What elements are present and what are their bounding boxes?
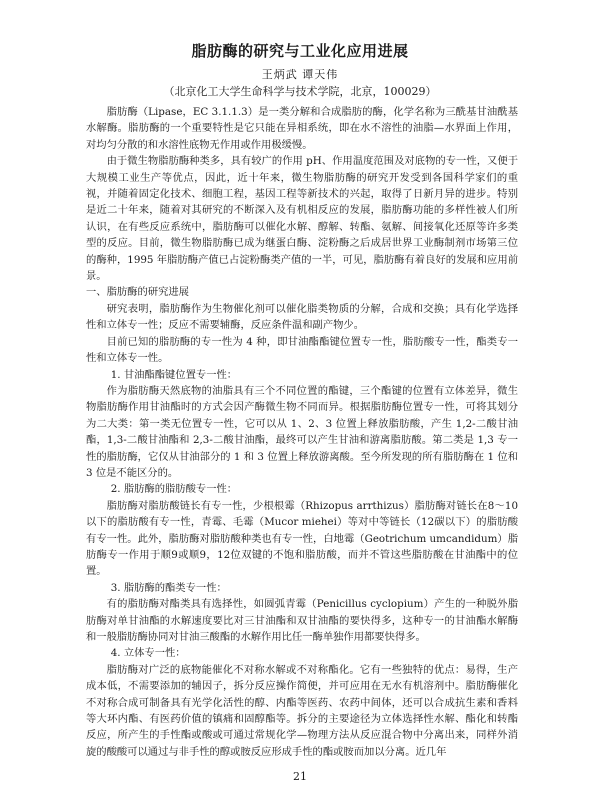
page-number: 21 [293,770,307,783]
paragraph-background: 由于微生物脂肪酶种类多，具有较广的作用 pH、作用温度范围及对底物的专一性，又便于大规模工业生产等优点，因此，近十年来，微生物脂肪酶的研究开发受到各国科学家们的重视，并随着固定化技术、细胞工程，基因工程等新技术的兴起，取得了日新月异的进步。特别是近二十年来，随着对其研究的不断深入及有机相反应的发展，脂肪酶功能的多样性被人们所认识，在有些反应系统中，脂肪酶可以催化水解、醇解、转酯、氨解、间接氧化还原等许多类型的反应。目前，微生物脂肪酶已成为继蛋白酶、淀粉酶之后成居世界工业酶制剂市场第三位的酶种，1995 年脂肪酶产值已占淀粉酶类产值的一半，可见，脂肪酶有着良好的发展和应用前景。 [86,155,518,283]
paragraph-intro: 脂肪酶（Lipase，EC 3.1.1.3）是一类分解和合成脂肪的酶，化学名称为三酰基甘油酰基水解酶。脂肪酶的一个重要特性是它只能在异相系统，即在水不溶性的油脂—水界面上作用，对均匀分散的和水溶性底物无作用或作用极缓慢。 [86,106,518,151]
subsection-text-1: 作为脂肪酶天然底物的油脂具有三个不同位置的酯键，三个酯键的位置有立体差异，微生物脂肪酶作用甘油酯时的方式会因产酶微生物不同而异。根据脂肪酶位置专一性，可将其划分为二大类：第一类无位置专一性，它可以从 1、2、3 位置上释放脂肪酸，产生 1,2-二酸甘油酯，1,3-二酸甘油酯和 2,3-二酸甘油酯，最终可以产生甘油和游离脂肪酸。第二类是 1,3 专一性的脂肪酶，它仅从甘油部分的 1 和 3 位置上释放游离酸。至今所发现的所有脂肪酶在 1 位和 3 位是不能区分的。 [86,384,518,479]
subsection-heading-3: 3. 脂肪酶的酯类专一性： [110,581,227,594]
subsection-text-2: 脂肪酶对脂肪酸链长有专一性，少根根霉（Rhizopus arrthizus）脂肪酶对链长在8～10以下的脂肪酸有专一性，青霉、毛霉（Mucor miehei）等对中等链长（12碳以下）的脂肪酸有专一性。此外，脂肪酶对脂肪酸种类也有专一性，白地霉（Geotrichum umcandidum）脂肪酶专一作用于顺9或顺9，12位双键的不饱和脂肪酸，而并不管这些脂肪酸在甘油酯中的位置。 [86,499,518,578]
paragraph-research: 研究表明，脂肪酶作为生物催化剂可以催化脂类物质的分解，合成和交换；具有化学选择性和立体专一性；反应不需要辅酶，反应条件温和副产物少。 [86,302,518,332]
article-affiliation: （北京化工大学生命科学与技术学院，北京，100029） [163,85,437,98]
paragraph-specificity: 目前已知的脂肪酶的专一性为 4 种，即甘油酯酯键位置专一性，脂肪酸专一性，酯类专一性和立体专一性。 [86,335,518,365]
subsection-heading-4: 4. 立体专一性： [110,647,186,660]
article-authors: 王炳武 谭天伟 [261,68,339,81]
subsection-heading-1: 1. 甘油酯酯键位置专一性： [110,368,238,381]
article-body [86,104,518,760]
subsection-text-3: 有的脂肪酶对酯类具有选择性，如圆弧青霉（Penicillus cyclopium）产生的一种脱外脂肪酶对单甘油酯的水解速度要比对三甘油酯和双甘油酯的要快得多，这种专一的甘油酯水解酶和一般脂肪酶协同对甘油三酸酯的水解作用比任一酶单独作用都要快得多。 [86,598,518,643]
section-heading: 一、脂肪酶的研究进展 [86,286,189,299]
subsection-heading-2: 2. 脂肪酶的脂肪酸专一性： [110,483,238,496]
article-title: 脂肪酶的研究与工业化应用进展 [191,42,409,60]
subsection-text-4: 脂肪酶对广泛的底物能催化不对称水解或不对称酯化。它有一些独特的优点：易得，生产成本低，不需要添加的辅因子，拆分反应操作简便，并可应用在无水有机溶剂中。脂肪酶催化不对称合成可制备具有光学化活性的醇、内酯等医药、农药中间体，还可以合成抗生素和香料等大环内酯、有医药价值的镇痛和固醇酯等。拆分的主要途径为立体选择性水解、酯化和转酯反应，所产生的手性酯或酸或可通过常规化学—物理方法从反应混合物中分离出来，同样外消旋的酸酸可以通过与非手性的醇或胺反应形成手性的酯或胺而加以分离。近几年 [86,663,518,758]
